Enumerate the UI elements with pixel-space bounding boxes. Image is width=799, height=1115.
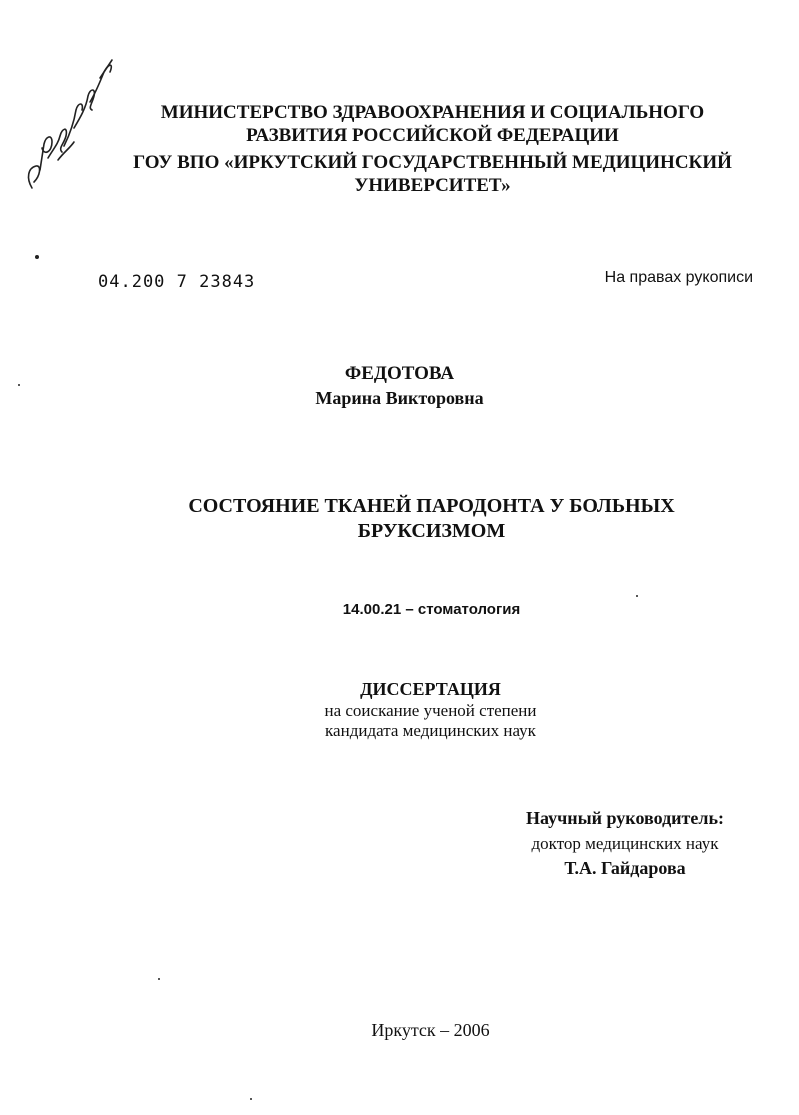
thesis-title-line-2: БРУКСИЗМОМ <box>357 520 506 542</box>
scan-speck <box>250 1098 252 1100</box>
scan-speck <box>35 255 39 259</box>
thesis-title-line-1: СОСТОЯНИЕ ТКАНЕЙ ПАРОДОНТА У БОЛЬНЫХ <box>188 495 675 517</box>
university-line-2: УНИВЕРСИТЕТ» <box>354 175 511 196</box>
ministry-line-2: РАЗВИТИЯ РОССИЙСКОЙ ФЕДЕРАЦИИ <box>246 125 619 146</box>
author-surname: ФЕДОТОВА <box>344 363 455 384</box>
scan-speck <box>158 978 160 980</box>
advisor-heading: Научный руководитель: <box>526 808 724 828</box>
registration-stamp-number: 04.200 7 23843 <box>98 272 256 292</box>
university-heading <box>0 151 799 197</box>
specialty-code: 14.00.21 – стоматология <box>342 601 521 618</box>
degree-line-1: на соискание ученой степени <box>324 701 537 720</box>
document-type: ДИССЕРТАЦИЯ <box>360 679 501 699</box>
advisor-block <box>500 806 750 880</box>
thesis-title <box>0 494 799 544</box>
university-line-1: ГОУ ВПО «ИРКУТСКИЙ ГОСУДАРСТВЕННЫЙ МЕДИЦИНСКИЙ <box>133 152 732 173</box>
advisor-name: Т.А. Гайдарова <box>564 858 686 878</box>
advisor-degree: доктор медицинских наук <box>531 834 719 853</box>
scan-speck <box>636 595 638 597</box>
ministry-line-1: МИНИСТЕРСТВО ЗДРАВООХРАНЕНИЯ И СОЦИАЛЬНОГО <box>160 102 705 123</box>
author-names: Марина Викторовна <box>315 388 484 408</box>
city-year: Иркутск – 2006 <box>371 1020 490 1040</box>
rights-note: На правах рукописи <box>604 269 753 286</box>
degree-line-2: кандидата медицинских наук <box>325 721 536 740</box>
ministry-heading <box>0 101 799 147</box>
